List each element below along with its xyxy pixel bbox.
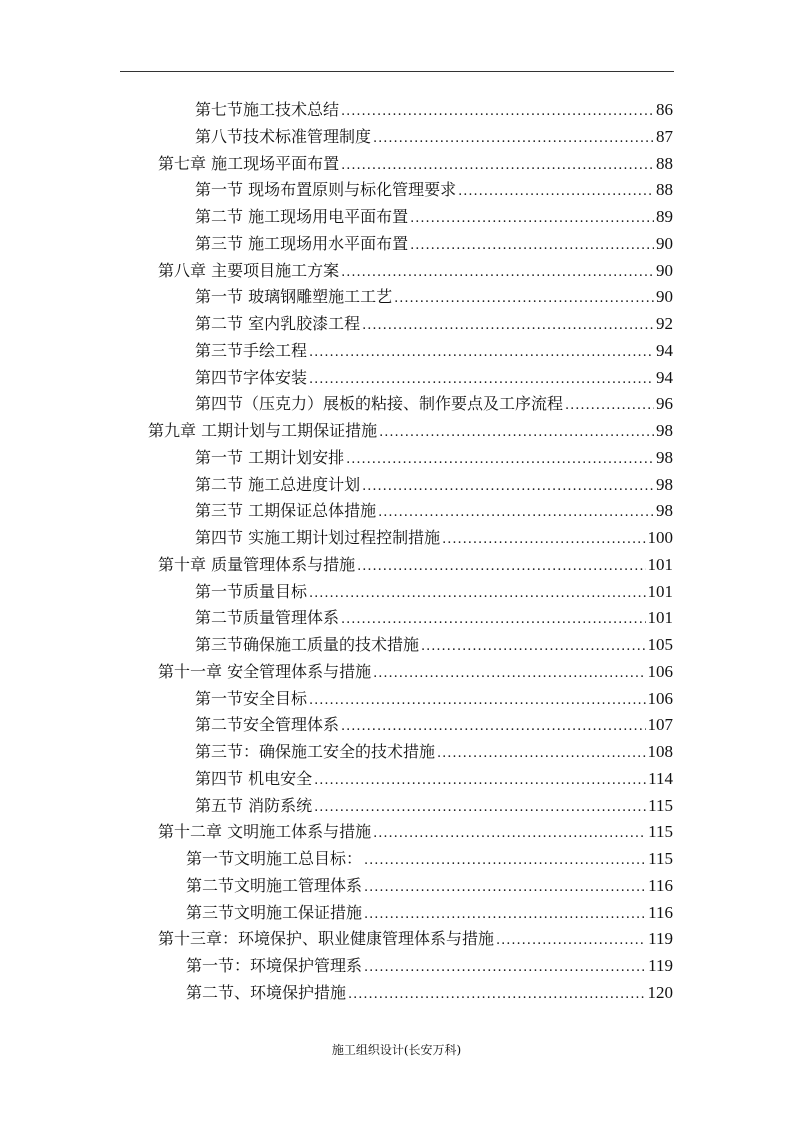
toc-entry-page: 116 xyxy=(648,875,673,895)
toc-section-entry[interactable] xyxy=(195,445,673,471)
toc-entry-page: 87 xyxy=(656,126,673,146)
toc-entry-title: 第十章 质量管理体系与措施 xyxy=(158,554,356,574)
dot-leader xyxy=(346,447,654,473)
toc-section-entry[interactable] xyxy=(195,766,673,792)
toc-section-entry[interactable] xyxy=(195,97,673,123)
page-footer: 施工组织设计(长安万科) xyxy=(331,1043,462,1057)
toc-entry-title: 第一节 现场布置原则与标化管理要求 xyxy=(195,180,457,200)
dot-leader xyxy=(309,367,654,393)
dot-leader xyxy=(309,340,654,366)
toc-entry-page: 115 xyxy=(648,849,673,868)
dot-leader xyxy=(421,634,645,660)
dot-leader xyxy=(565,393,654,419)
toc-section-entry[interactable] xyxy=(195,204,673,230)
toc-entry-page: 114 xyxy=(648,768,673,788)
toc-entry-title: 第一节文明施工总目标： xyxy=(186,849,363,868)
dot-leader xyxy=(309,581,645,607)
dot-leader xyxy=(314,768,646,794)
toc-entry-title: 第七章 施工现场平面布置 xyxy=(158,153,340,173)
toc-entry-page: 106 xyxy=(647,688,673,708)
toc-chapter-entry[interactable] xyxy=(158,926,673,952)
toc-entry-title: 第三节 施工现场用水平面布置 xyxy=(195,233,409,253)
toc-entry-page: 98 xyxy=(656,421,673,440)
toc-entry-page: 98 xyxy=(656,501,673,521)
dot-leader xyxy=(379,420,654,446)
toc-entry-page: 101 xyxy=(647,608,673,628)
toc-entry-page: 88 xyxy=(656,180,673,200)
toc-entry-title: 第四节 机电安全 xyxy=(195,768,313,788)
toc-entry-title: 第九章 工期计划与工期保证措施 xyxy=(148,421,378,440)
toc-entry-title: 第二节质量管理体系 xyxy=(195,608,340,628)
toc-entry-title: 第二节 施工总进度计划 xyxy=(195,474,361,494)
dot-leader xyxy=(373,661,645,687)
header-rule xyxy=(120,71,674,72)
toc-entry-title: 第十二章 文明施工体系与措施 xyxy=(158,822,372,842)
dot-leader xyxy=(348,982,645,1008)
toc-section-entry[interactable] xyxy=(195,391,673,417)
dot-leader xyxy=(362,474,654,500)
toc-chapter-entry[interactable] xyxy=(158,151,673,177)
toc-entry-title: 第八节技术标准管理制度 xyxy=(195,126,372,146)
dot-leader xyxy=(364,848,646,874)
toc-entry-title: 第一节质量目标 xyxy=(195,581,308,601)
toc-section-entry[interactable] xyxy=(186,980,673,1006)
toc-entry-title: 第三节：确保施工安全的技术措施 xyxy=(195,742,436,761)
toc-chapter-entry[interactable] xyxy=(148,418,673,444)
toc-section-entry[interactable] xyxy=(195,177,673,203)
toc-section-entry[interactable] xyxy=(195,284,673,310)
dot-leader xyxy=(362,313,654,339)
toc-entry-title: 第一节：环境保护管理系 xyxy=(186,956,363,975)
toc-entry-page: 120 xyxy=(647,982,673,1002)
toc-section-entry[interactable] xyxy=(195,231,673,257)
dot-leader xyxy=(341,260,654,286)
toc-chapter-entry[interactable] xyxy=(158,552,673,578)
toc-entry-title: 第二节 施工现场用电平面布置 xyxy=(195,207,409,226)
dot-leader xyxy=(442,527,645,553)
dot-leader xyxy=(410,233,654,259)
toc-entry-page: 98 xyxy=(656,447,673,467)
toc-entry-title: 第四节（压克力）展板的粘接、制作要点及工序流程 xyxy=(195,394,564,414)
toc-section-entry[interactable] xyxy=(195,686,673,712)
dot-leader xyxy=(341,153,654,179)
toc-entry-title: 第二节文明施工管理体系 xyxy=(186,875,363,895)
toc-entry-title: 第一节 工期计划安排 xyxy=(195,447,345,467)
toc-section-entry[interactable] xyxy=(186,846,673,872)
toc-entry-page: 90 xyxy=(656,287,673,307)
toc-entry-page: 106 xyxy=(647,661,673,681)
toc-entry-page: 116 xyxy=(648,902,673,922)
toc-entry-title: 第二节 室内乳胶漆工程 xyxy=(195,314,361,333)
toc-section-entry[interactable] xyxy=(186,873,673,899)
toc-entry-title: 第八章 主要项目施工方案 xyxy=(158,260,340,280)
dot-leader xyxy=(394,286,654,312)
toc-entry-page: 94 xyxy=(656,367,673,387)
toc-entry-page: 119 xyxy=(648,929,673,949)
toc-entry-page: 101 xyxy=(647,554,673,574)
dot-leader xyxy=(341,99,654,125)
toc-entry-title: 第四节 实施工期计划过程控制措施 xyxy=(195,528,441,547)
dot-leader xyxy=(410,206,654,232)
dot-leader xyxy=(364,955,646,981)
toc-entry-title: 第三节确保施工质量的技术措施 xyxy=(195,635,420,654)
dot-leader xyxy=(341,607,645,633)
toc-section-entry[interactable] xyxy=(195,498,673,524)
toc-entry-title: 第五节 消防系统 xyxy=(195,795,313,815)
toc-entry-title: 第一节安全目标 xyxy=(195,688,308,708)
dot-leader xyxy=(357,554,645,580)
toc-entry-title: 第四节字体安装 xyxy=(195,367,308,387)
dot-leader xyxy=(309,688,645,714)
toc-section-entry[interactable] xyxy=(195,632,673,658)
dot-leader xyxy=(364,902,646,928)
toc-entry-page: 115 xyxy=(648,795,673,815)
dot-leader xyxy=(437,741,645,767)
dot-leader xyxy=(496,928,646,954)
toc-entry-page: 94 xyxy=(656,340,673,360)
toc-entry-title: 第七节施工技术总结 xyxy=(195,100,340,119)
toc-entry-page: 98 xyxy=(656,474,673,494)
toc-section-entry[interactable] xyxy=(195,712,673,738)
toc-section-entry[interactable] xyxy=(195,525,673,551)
dot-leader xyxy=(458,179,654,205)
toc-section-entry[interactable] xyxy=(186,900,673,926)
toc-entry-title: 第一节 玻璃钢雕塑施工工艺 xyxy=(195,287,393,307)
toc-section-entry[interactable] xyxy=(195,124,673,150)
toc-section-entry[interactable] xyxy=(195,579,673,605)
toc-section-entry[interactable] xyxy=(195,338,673,364)
toc-entry-page: 115 xyxy=(648,822,673,842)
dot-leader xyxy=(373,821,646,847)
toc-section-entry[interactable] xyxy=(195,605,673,631)
toc-entry-page: 101 xyxy=(647,581,673,601)
dot-leader xyxy=(378,500,654,526)
toc-entry-page: 96 xyxy=(656,394,673,414)
toc-chapter-entry[interactable] xyxy=(158,258,673,284)
toc-entry-page: 86 xyxy=(656,100,673,119)
dot-leader xyxy=(314,795,646,821)
toc-chapter-entry[interactable] xyxy=(158,819,673,845)
dot-leader xyxy=(373,126,654,152)
toc-section-entry[interactable] xyxy=(195,311,673,337)
toc-entry-title: 第二节、环境保护措施 xyxy=(186,982,347,1002)
toc-section-entry[interactable] xyxy=(195,793,673,819)
dot-leader xyxy=(364,875,646,901)
dot-leader xyxy=(341,714,645,740)
toc-chapter-entry[interactable] xyxy=(158,659,673,685)
toc-entry-page: 105 xyxy=(647,635,673,654)
toc-entry-title: 第三节手绘工程 xyxy=(195,340,308,360)
toc-section-entry[interactable] xyxy=(195,365,673,391)
toc-entry-page: 88 xyxy=(656,153,673,173)
toc-entry-page: 100 xyxy=(647,528,673,547)
toc-entry-page: 108 xyxy=(647,742,673,761)
toc-section-entry[interactable] xyxy=(186,953,673,979)
toc-entry-page: 90 xyxy=(656,260,673,280)
toc-entry-page: 92 xyxy=(656,314,673,333)
toc-entry-title: 第二节安全管理体系 xyxy=(195,715,340,735)
toc-entry-title: 第十一章 安全管理体系与措施 xyxy=(158,661,372,681)
toc-section-entry[interactable] xyxy=(195,472,673,498)
toc-entry-page: 119 xyxy=(648,956,673,975)
toc-entry-page: 89 xyxy=(656,207,673,226)
toc-entry-page: 90 xyxy=(656,233,673,253)
toc-entry-page: 107 xyxy=(647,715,673,735)
toc-section-entry[interactable] xyxy=(195,739,673,765)
toc-entry-title: 第十三章：环境保护、职业健康管理体系与措施 xyxy=(158,929,495,949)
toc-entry-title: 第三节文明施工保证措施 xyxy=(186,902,363,922)
toc-entry-title: 第三节 工期保证总体措施 xyxy=(195,501,377,521)
